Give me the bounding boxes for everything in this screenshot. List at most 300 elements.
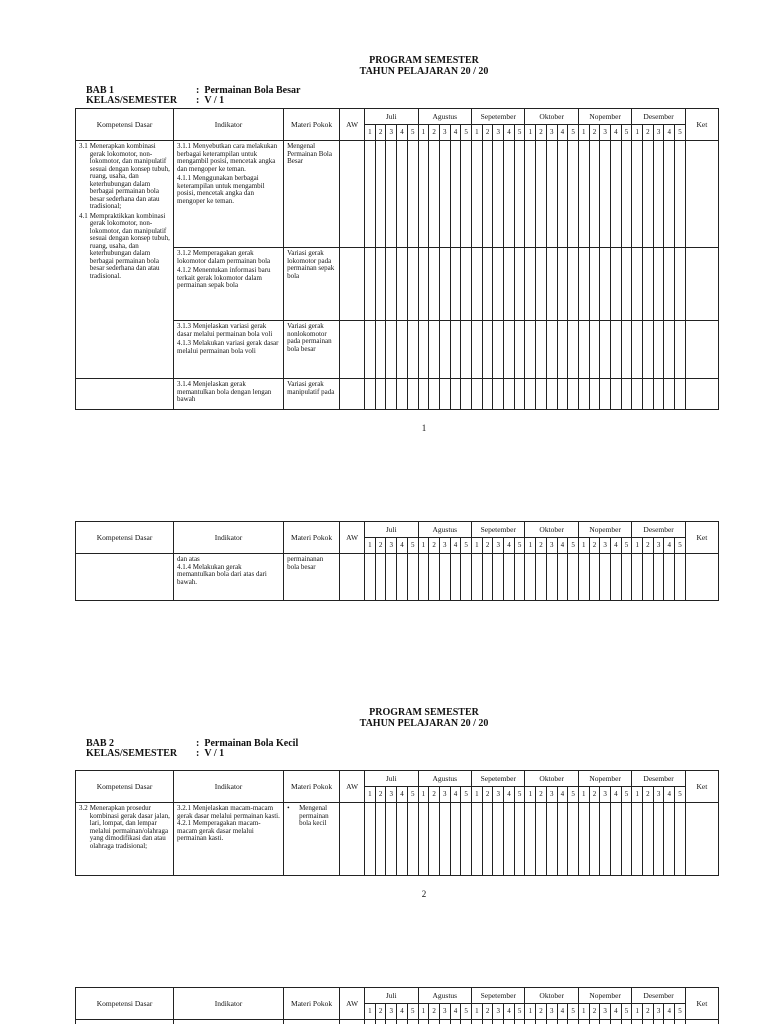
header-week: 4 [504, 1004, 515, 1020]
header-week: 3 [386, 787, 397, 803]
header-ket: Ket [685, 522, 718, 554]
materi-pokok-cell: Variasi gerak manipulatif pada [284, 379, 340, 410]
header-month: Juli [365, 109, 418, 125]
week-cell [397, 141, 408, 248]
kelas-value: V / 1 [204, 95, 225, 106]
header-week: 2 [643, 538, 654, 554]
week-cell [504, 321, 515, 379]
header-ket: Ket [685, 109, 718, 141]
week-cell [439, 379, 450, 410]
week-cell [600, 1020, 611, 1024]
ket-cell [685, 379, 718, 410]
indikator-cell [174, 379, 284, 410]
header-week: 5 [675, 125, 686, 141]
week-cell [643, 554, 654, 601]
week-cell [632, 321, 643, 379]
header-week: 2 [589, 125, 600, 141]
header-week: 3 [653, 1004, 664, 1020]
week-cell [611, 1020, 622, 1024]
week-cell [632, 248, 643, 321]
week-cell [472, 803, 483, 876]
week-cell [504, 379, 515, 410]
header-month: Juli [365, 988, 418, 1004]
indikator-item: dan atas [177, 555, 200, 563]
week-cell [493, 321, 504, 379]
indikator-cell [174, 554, 284, 601]
week-cell [578, 554, 589, 601]
week-cell [407, 248, 418, 321]
week-cell [546, 803, 557, 876]
header-week: 3 [546, 538, 557, 554]
week-cell [525, 554, 536, 601]
week-cell [643, 379, 654, 410]
header-week: 3 [546, 125, 557, 141]
ket-cell [685, 803, 718, 876]
header-week: 2 [536, 538, 547, 554]
header-week: 2 [429, 538, 440, 554]
header-week: 3 [386, 538, 397, 554]
materi-pokok-cell: Variasi gerak nonlokomotor pada permainan bola besar [284, 321, 340, 379]
week-cell [536, 803, 547, 876]
header-week: 2 [536, 125, 547, 141]
week-cell [429, 803, 440, 876]
week-cell [589, 248, 600, 321]
header-kompetensi-dasar: Kompetensi Dasar [76, 771, 174, 803]
ket-cell [685, 1020, 718, 1024]
week-cell [536, 1020, 547, 1024]
header-week: 5 [407, 787, 418, 803]
week-cell [439, 803, 450, 876]
header-materi-pokok: Materi Pokok [284, 109, 340, 141]
week-cell [365, 248, 376, 321]
header-week: 5 [461, 538, 472, 554]
week-cell [365, 321, 376, 379]
header-week: 2 [375, 125, 386, 141]
week-cell [621, 379, 632, 410]
week-cell [397, 803, 408, 876]
header-aw: AW [340, 109, 365, 141]
aw-cell [340, 1020, 365, 1024]
header-kompetensi-dasar: Kompetensi Dasar [76, 109, 174, 141]
week-cell [429, 141, 440, 248]
header-week: 3 [386, 1004, 397, 1020]
week-cell [514, 1020, 525, 1024]
header-ket: Ket [685, 988, 718, 1020]
header-week: 4 [397, 125, 408, 141]
week-cell [482, 379, 493, 410]
aw-cell [340, 141, 365, 248]
week-cell [461, 379, 472, 410]
week-cell [557, 554, 568, 601]
week-cell [568, 1020, 579, 1024]
header-week: 3 [546, 1004, 557, 1020]
header-week: 4 [664, 1004, 675, 1020]
week-cell [621, 248, 632, 321]
week-cell [557, 379, 568, 410]
week-cell [675, 321, 686, 379]
week-cell [621, 803, 632, 876]
week-cell [450, 554, 461, 601]
week-cell [589, 803, 600, 876]
kd-item: 3.2 Menerapkan prosedur kombinasi gerak dasar jalan, lari, lompat, dan lempar melalui permainan/olahraga yang dimodifikasi dan atau olahraga tradisional; [79, 804, 170, 850]
header-week: 4 [664, 125, 675, 141]
week-cell [418, 379, 429, 410]
week-cell [653, 321, 664, 379]
week-cell [386, 554, 397, 601]
program-title: PROGRAM SEMESTER [369, 55, 479, 66]
indikator-item: 3.1.3 Menjelaskan variasi gerak dasar melalui permainan bola voli [177, 322, 273, 338]
week-cell [653, 248, 664, 321]
header-aw: AW [340, 771, 365, 803]
header-week: 1 [472, 125, 483, 141]
header-month: Agustus [418, 522, 471, 538]
header-ket: Ket [685, 771, 718, 803]
week-cell [632, 1020, 643, 1024]
header-week: 1 [525, 125, 536, 141]
week-cell [429, 379, 440, 410]
week-cell [461, 554, 472, 601]
header-week: 1 [365, 125, 376, 141]
week-cell [568, 554, 579, 601]
page-number: 2 [421, 889, 427, 899]
week-cell [653, 141, 664, 248]
week-cell [525, 141, 536, 248]
week-cell [611, 141, 622, 248]
week-cell [664, 321, 675, 379]
week-cell [578, 141, 589, 248]
header-week: 5 [514, 1004, 525, 1020]
week-cell [578, 248, 589, 321]
week-cell [525, 803, 536, 876]
week-cell [482, 248, 493, 321]
header-week: 2 [375, 787, 386, 803]
header-week: 4 [450, 1004, 461, 1020]
header-week: 1 [578, 538, 589, 554]
week-cell [397, 379, 408, 410]
week-cell [632, 803, 643, 876]
week-cell [418, 803, 429, 876]
header-week: 1 [365, 787, 376, 803]
week-cell [675, 1020, 686, 1024]
week-cell [664, 141, 675, 248]
header-week: 2 [536, 787, 547, 803]
header-week: 5 [675, 538, 686, 554]
week-cell [546, 321, 557, 379]
week-cell [386, 803, 397, 876]
header-week: 3 [439, 787, 450, 803]
week-cell [514, 379, 525, 410]
header-week: 3 [439, 538, 450, 554]
table-row [76, 1020, 719, 1024]
week-cell [557, 1020, 568, 1024]
week-cell [386, 1020, 397, 1024]
header-week: 1 [472, 787, 483, 803]
header-month: Sepetember [472, 771, 525, 787]
indikator-item: 4.1.3 Melakukan variasi gerak dasar melalui permainan bola voli [177, 339, 279, 355]
header-week: 3 [493, 787, 504, 803]
header-week: 4 [450, 538, 461, 554]
week-cell [472, 379, 483, 410]
header-kompetensi-dasar: Kompetensi Dasar [76, 522, 174, 554]
week-cell [504, 1020, 515, 1024]
week-cell [493, 1020, 504, 1024]
week-cell [557, 248, 568, 321]
week-cell [514, 554, 525, 601]
header-week: 5 [514, 787, 525, 803]
week-cell [482, 141, 493, 248]
week-cell [472, 248, 483, 321]
week-cell [482, 1020, 493, 1024]
header-month: Juli [365, 771, 418, 787]
header-week: 4 [504, 787, 515, 803]
week-cell [365, 1020, 376, 1024]
week-cell [643, 321, 654, 379]
week-cell [429, 321, 440, 379]
week-cell [675, 379, 686, 410]
bab-label: BAB 2 [86, 738, 115, 749]
header-week: 5 [568, 125, 579, 141]
header-week: 5 [461, 125, 472, 141]
kelas-label: KELAS/SEMESTER [86, 95, 178, 106]
week-cell [439, 554, 450, 601]
week-cell [472, 1020, 483, 1024]
week-cell [589, 379, 600, 410]
header-week: 5 [407, 538, 418, 554]
week-cell [546, 1020, 557, 1024]
indikator-cell [174, 803, 284, 876]
indikator-cell [174, 321, 284, 379]
header-indikator: Indikator [174, 771, 284, 803]
kompetensi-dasar-cell [76, 379, 174, 410]
week-cell [514, 321, 525, 379]
header-week: 5 [407, 125, 418, 141]
bab-1-info: BAB 1 : Permainan Bola Besar KELAS/SEMESTER : V / 1 [86, 85, 301, 106]
header-week: 2 [482, 125, 493, 141]
header-week: 5 [621, 1004, 632, 1020]
kompetensi-dasar-cell [76, 1020, 174, 1024]
header-week: 5 [675, 787, 686, 803]
header-kompetensi-dasar: Kompetensi Dasar [76, 988, 174, 1020]
week-cell [600, 321, 611, 379]
materi-pokok-cell: permainanan bola besar [284, 554, 340, 601]
bab-value: Permainan Bola Kecil [204, 738, 299, 749]
header-week: 2 [589, 1004, 600, 1020]
header-week: 3 [600, 787, 611, 803]
semester-table-bab-2 [75, 770, 719, 876]
header-week: 4 [557, 787, 568, 803]
week-cell [450, 1020, 461, 1024]
kelas-label: KELAS/SEMESTER [86, 748, 178, 759]
header-month: Desember [632, 109, 685, 125]
week-cell [450, 141, 461, 248]
header-week: 3 [493, 538, 504, 554]
kompetensi-dasar-cell [76, 141, 174, 379]
week-cell [536, 321, 547, 379]
week-cell [450, 321, 461, 379]
header-week: 3 [546, 787, 557, 803]
week-cell [429, 554, 440, 601]
header-indikator: Indikator [174, 109, 284, 141]
week-cell [450, 248, 461, 321]
page-number: 1 [421, 423, 427, 433]
table-row [76, 803, 719, 876]
week-cell [493, 141, 504, 248]
week-cell [600, 248, 611, 321]
header-aw: AW [340, 522, 365, 554]
week-cell [578, 1020, 589, 1024]
week-cell [600, 554, 611, 601]
week-cell [568, 321, 579, 379]
week-cell [578, 379, 589, 410]
week-cell [493, 554, 504, 601]
week-cell [611, 554, 622, 601]
week-cell [439, 1020, 450, 1024]
week-cell [546, 141, 557, 248]
week-cell [461, 321, 472, 379]
page-title [0, 707, 768, 729]
week-cell [450, 803, 461, 876]
materi-pokok-cell: Mengenal Permainan Bola Besar [284, 141, 340, 248]
week-cell [493, 379, 504, 410]
header-week: 1 [525, 538, 536, 554]
header-week: 2 [536, 1004, 547, 1020]
header-week: 4 [450, 787, 461, 803]
header-week: 4 [504, 125, 515, 141]
header-indikator: Indikator [174, 522, 284, 554]
header-month: Sepetember [472, 522, 525, 538]
header-week: 1 [578, 1004, 589, 1020]
week-cell [461, 141, 472, 248]
week-cell [589, 141, 600, 248]
week-cell [429, 248, 440, 321]
header-month: Desember [632, 771, 685, 787]
week-cell [375, 554, 386, 601]
week-cell [568, 803, 579, 876]
week-cell [578, 803, 589, 876]
week-cell [397, 248, 408, 321]
kd-item: 3.1 Menerapkan kombinasi gerak lokomotor, non-lokomotor, dan manipulatif sesuai dengan konsep tubuh, ruang, usaha, dan keterhubungan dalam berbagai permainan bola besar sederhana dan atau tradisional; [79, 142, 170, 210]
header-week: 5 [514, 125, 525, 141]
header-week: 1 [632, 125, 643, 141]
week-cell [493, 803, 504, 876]
week-cell [536, 554, 547, 601]
week-cell [365, 141, 376, 248]
week-cell [397, 321, 408, 379]
header-month: Juli [365, 522, 418, 538]
bab-2-info: BAB 2 : Permainan Bola Kecil KELAS/SEMESTER : V / 1 [86, 738, 299, 759]
week-cell [664, 248, 675, 321]
week-cell [589, 554, 600, 601]
header-indikator: Indikator [174, 988, 284, 1020]
week-cell [386, 248, 397, 321]
week-cell [643, 141, 654, 248]
week-cell [514, 141, 525, 248]
header-week: 4 [450, 125, 461, 141]
week-cell [536, 141, 547, 248]
header-month: Desember [632, 522, 685, 538]
indikator-item: 3.2.1 Menjelaskan macam-macam gerak dasar melalui permainan kasti. [177, 804, 280, 820]
indikator-cell [174, 1020, 284, 1024]
week-cell [568, 379, 579, 410]
header-materi-pokok: Materi Pokok [284, 771, 340, 803]
week-cell [600, 379, 611, 410]
week-cell [407, 321, 418, 379]
semester-table-bab-1-continued [75, 521, 719, 601]
header-week: 5 [621, 125, 632, 141]
week-cell [675, 141, 686, 248]
header-month: Desember [632, 988, 685, 1004]
header-month: Nopember [578, 522, 631, 538]
header-week: 3 [439, 1004, 450, 1020]
week-cell [375, 1020, 386, 1024]
header-month: Agustus [418, 771, 471, 787]
materi-pokok-cell [284, 1020, 340, 1024]
week-cell [589, 1020, 600, 1024]
indikator-item: 4.1.1 Menggunakan berbagai keterampilan untuk mengambil posisi, mencetak angka dan mengoper ke teman. [177, 174, 265, 205]
week-cell [557, 141, 568, 248]
table-row [76, 141, 719, 248]
week-cell [365, 554, 376, 601]
week-cell [621, 321, 632, 379]
week-cell [514, 248, 525, 321]
header-week: 1 [418, 1004, 429, 1020]
week-cell [461, 248, 472, 321]
week-cell [375, 141, 386, 248]
week-cell [536, 379, 547, 410]
week-cell [407, 803, 418, 876]
indikator-item: 4.2.1 Memperagakan macam-macam gerak dasar melalui permainan kasti. [177, 819, 261, 842]
indikator-item: 3.1.1 Menyebutkan cara melakukan berbagai keterampilan untuk mengambil posisi, mencetak angka dan mengoper ke teman. [177, 142, 278, 173]
header-week: 4 [664, 787, 675, 803]
indikator-item: 3.1.4 Menjelaskan gerak memantulkan bola dengan lengan bawah [177, 380, 272, 403]
week-cell [397, 1020, 408, 1024]
week-cell [461, 803, 472, 876]
header-week: 4 [557, 538, 568, 554]
week-cell [546, 554, 557, 601]
week-cell [653, 803, 664, 876]
header-week: 4 [557, 125, 568, 141]
header-week: 5 [621, 538, 632, 554]
header-week: 3 [439, 125, 450, 141]
header-week: 2 [429, 125, 440, 141]
program-title: PROGRAM SEMESTER [369, 707, 479, 718]
week-cell [504, 803, 515, 876]
header-week: 2 [375, 1004, 386, 1020]
week-cell [407, 1020, 418, 1024]
week-cell [675, 554, 686, 601]
week-cell [482, 803, 493, 876]
week-cell [461, 1020, 472, 1024]
week-cell [386, 379, 397, 410]
academic-year: TAHUN PELAJARAN 20 / 20 [359, 718, 489, 729]
header-week: 4 [557, 1004, 568, 1020]
header-week: 5 [461, 787, 472, 803]
header-week: 5 [675, 1004, 686, 1020]
bullet-icon: • [287, 804, 290, 812]
week-cell [504, 248, 515, 321]
week-cell [418, 1020, 429, 1024]
week-cell [536, 248, 547, 321]
header-week: 1 [472, 538, 483, 554]
week-cell [664, 379, 675, 410]
header-week: 4 [397, 1004, 408, 1020]
semester-table-bab-1 [75, 108, 719, 410]
header-week: 2 [643, 125, 654, 141]
indikator-item: 4.1.4 Melakukan gerak memantulkan bola dari atas dari bawah. [177, 562, 267, 586]
week-cell [653, 1020, 664, 1024]
week-cell [429, 1020, 440, 1024]
header-week: 3 [493, 1004, 504, 1020]
